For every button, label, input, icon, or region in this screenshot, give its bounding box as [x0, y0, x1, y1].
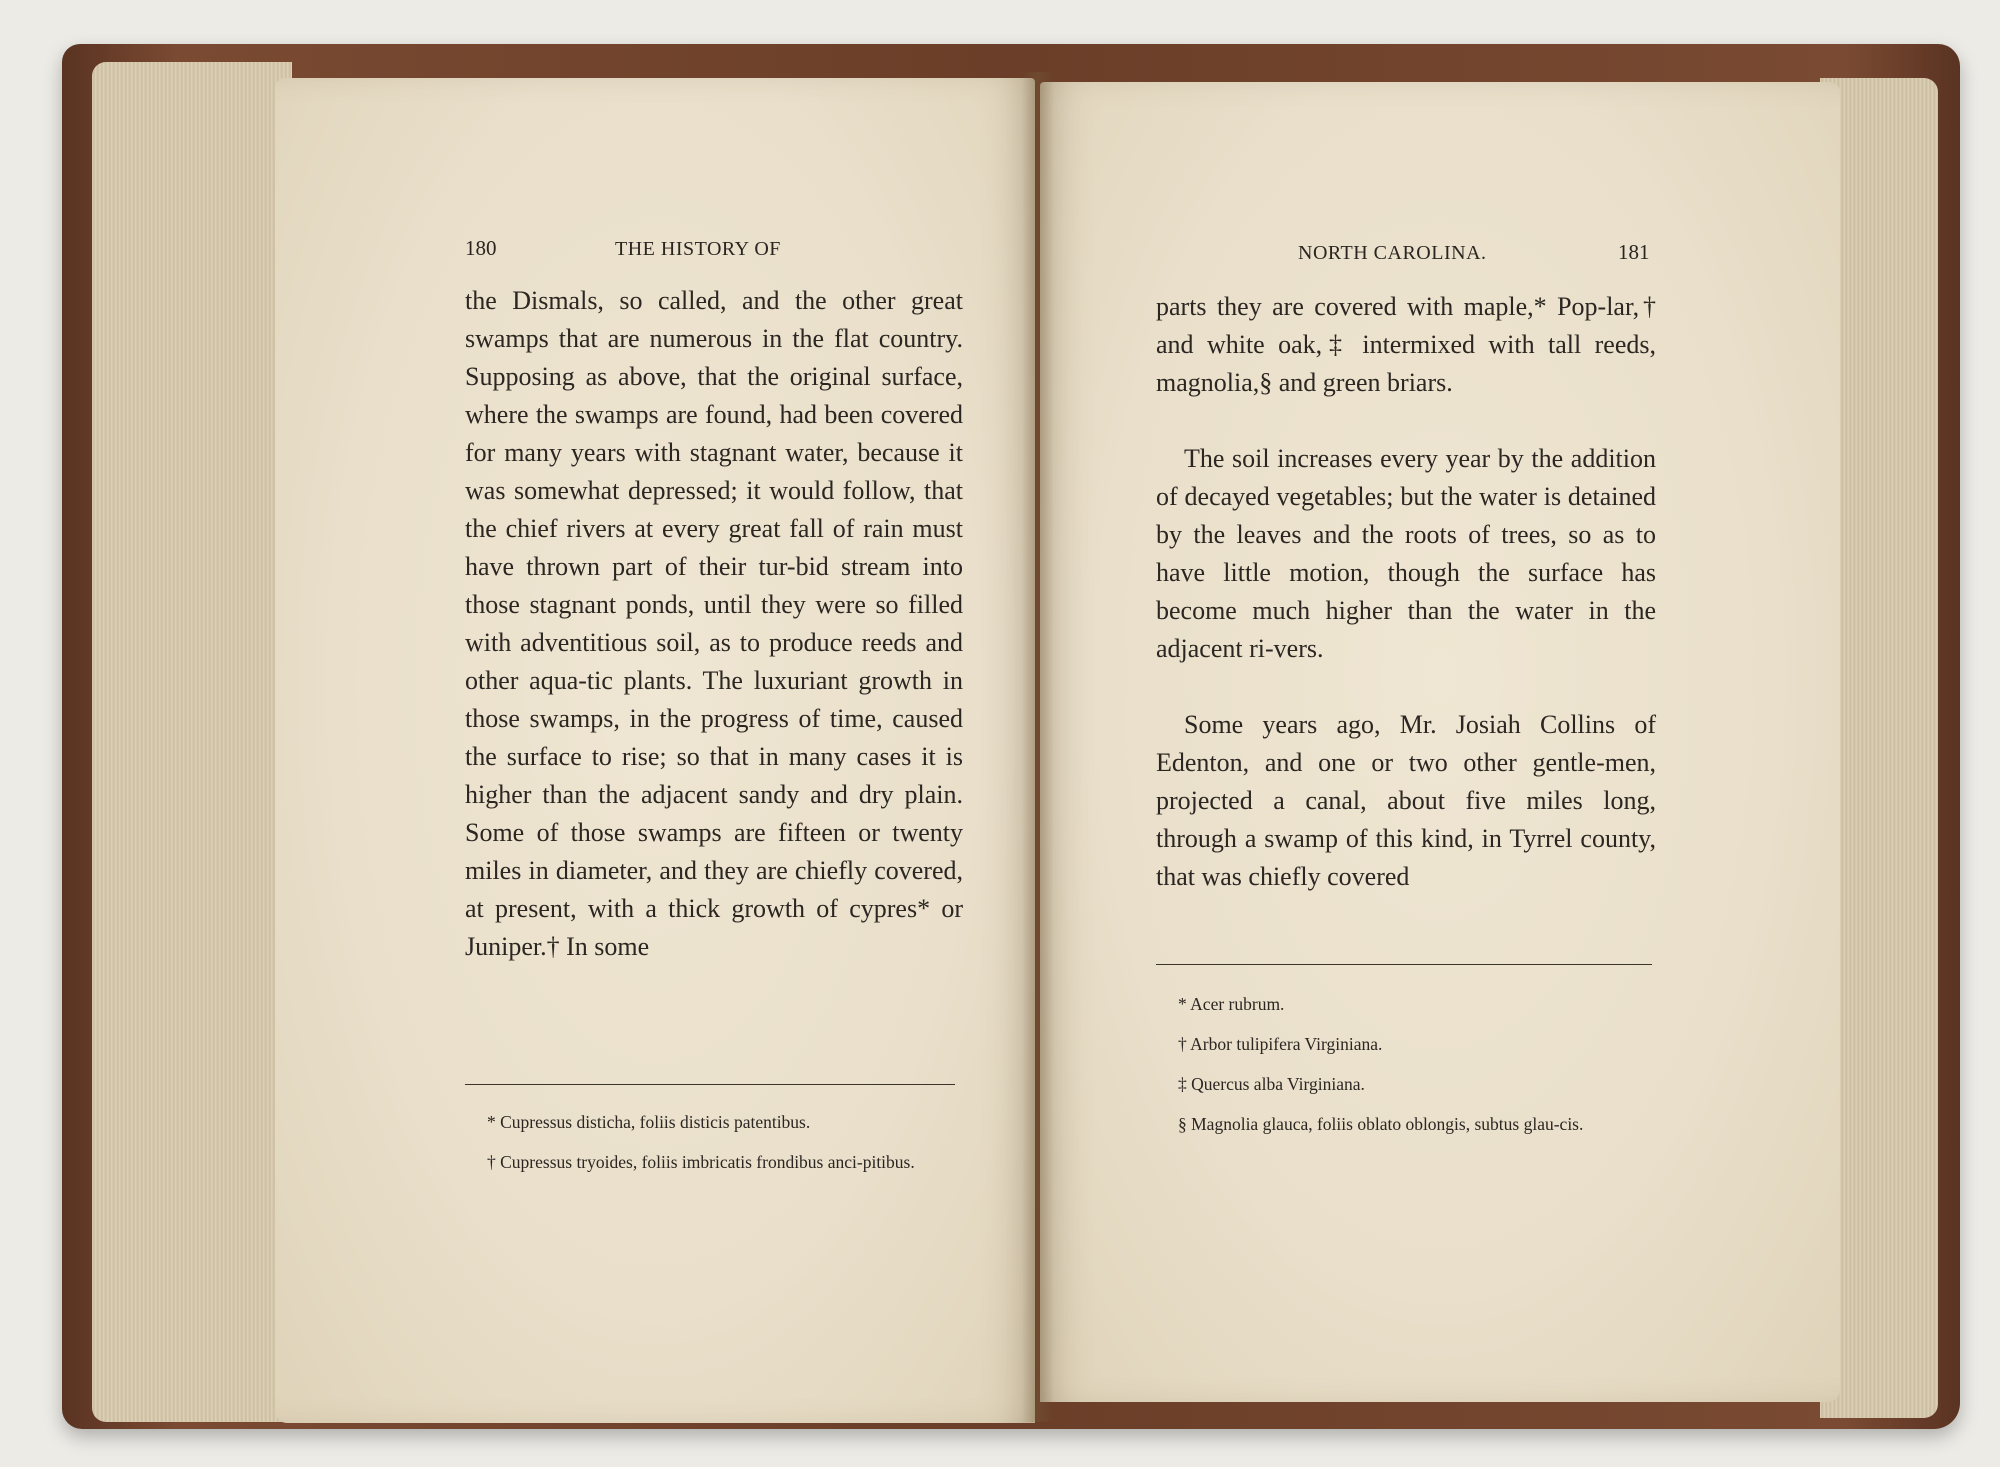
left-footnotes — [465, 1108, 965, 1188]
left-footnote-2: † Cupressus tryoides, foliis imbricatis frondibus anci-pitibus. — [487, 1152, 915, 1172]
left-footnote-rule — [465, 1084, 955, 1085]
right-paragraph-2: The soil increases every year by the addition of decayed vegetables; but the water is detained by the leaves and the roots of trees, so as to have little motion, though the surface has become much higher than the water in the adjacent ri-vers. — [1156, 444, 1656, 663]
left-page-stack — [92, 62, 292, 1422]
right-paragraph-1: parts they are covered with maple,* Pop-lar,† and white oak,‡ intermixed with tall reeds, magnolia,§ and green briars. — [1156, 292, 1656, 397]
right-footnote-1: * Acer rubrum. — [1178, 994, 1285, 1014]
right-page — [1040, 82, 1840, 1402]
right-footnotes — [1156, 990, 1656, 1150]
right-footnote-2: † Arbor tulipifera Virginiana. — [1178, 1034, 1383, 1054]
left-body-text — [465, 282, 963, 966]
right-footnote-rule — [1156, 964, 1652, 965]
right-body-text — [1156, 288, 1656, 896]
left-running-head: THE HISTORY OF — [615, 238, 781, 260]
left-page — [275, 78, 1035, 1423]
right-footnote-3: ‡ Quercus alba Virginiana. — [1178, 1074, 1365, 1094]
left-paragraph-1: the Dismals, so called, and the other great swamps that are numerous in the flat country. Supposing as above, that the original surface, where the swamps are found, had been covered for many years with stagnant water, because it was somewhat depressed; it would follow, that the chief rivers at every great fall of rain must have thrown part of their tur-bid stream into those stagnant ponds, until they were so filled with adventitious soil, as to produce reeds and other aqua-tic plants. The luxuriant growth in those swamps, in the progress of time, caused the surface to rise; so that in many cases it is higher than the adjacent sandy and dry plain. Some of those swamps are fifteen or twenty miles in diameter, and they are chiefly covered, at present, with a thick growth of cypres* or Juniper.† In some — [465, 286, 963, 961]
right-paragraph-3: Some years ago, Mr. Josiah Collins of Edenton, and one or two other gentle-men, projected a canal, about five miles long, through a swamp of this kind, in Tyrrel county, that was chiefly covered — [1156, 710, 1656, 891]
right-running-head: NORTH CAROLINA. — [1298, 242, 1487, 264]
book-gutter — [1022, 72, 1054, 1422]
right-page-number: 181 — [1618, 240, 1650, 264]
right-footnote-4: § Magnolia glauca, foliis oblato oblongis, subtus glau-cis. — [1178, 1114, 1584, 1134]
left-footnote-1: * Cupressus disticha, foliis disticis patentibus. — [487, 1112, 811, 1132]
left-page-number: 180 — [465, 236, 497, 260]
